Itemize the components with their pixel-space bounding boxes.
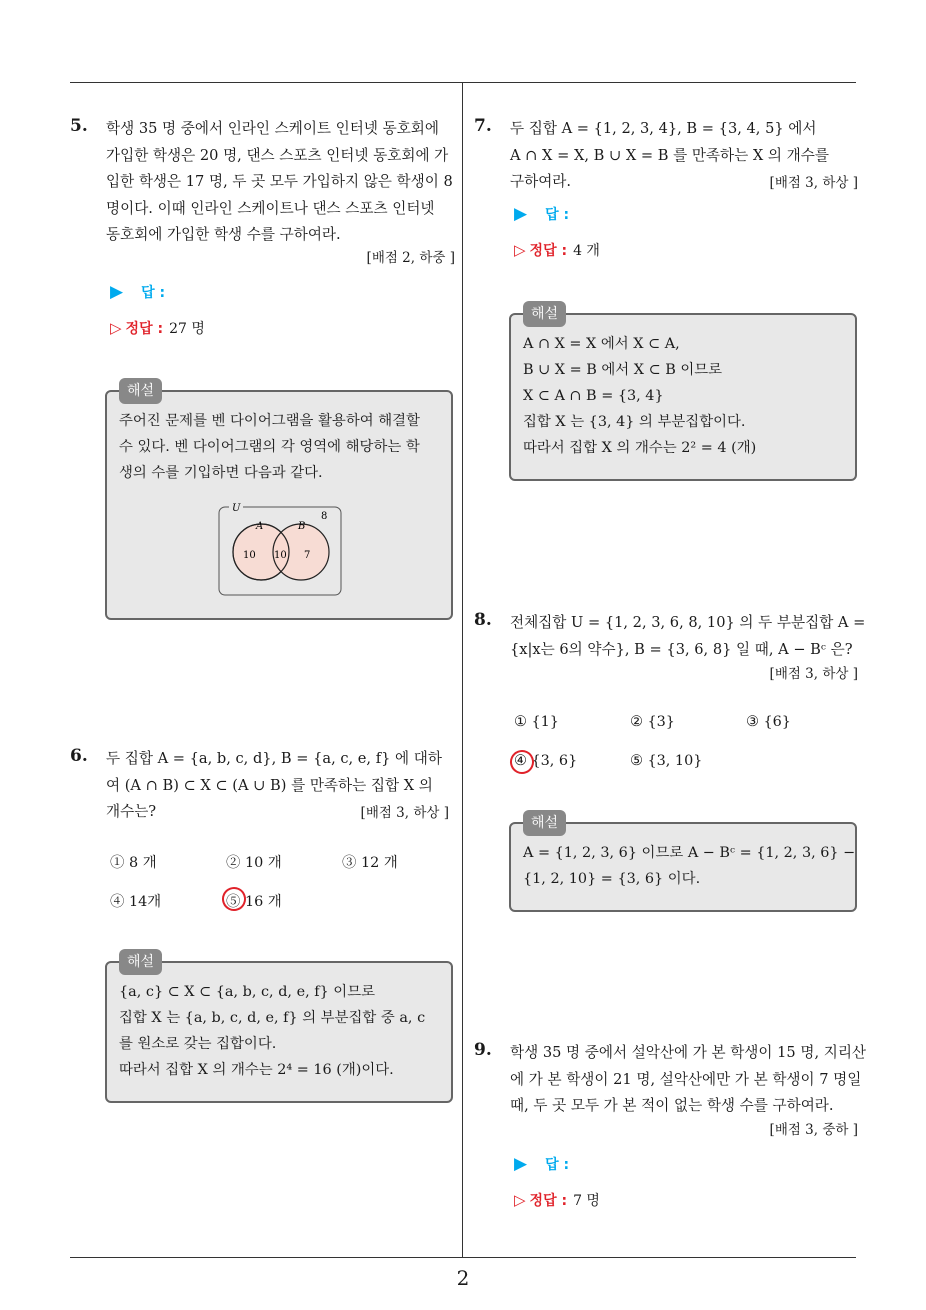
page-number: 2	[456, 1266, 470, 1290]
choice-4[interactable]: ④ 14개	[110, 894, 162, 910]
key-value: 7 명	[573, 1193, 600, 1209]
text-line: 전체집합 U = {1, 2, 3, 6, 8, 10} 의 두 부분집합 A =	[510, 614, 866, 631]
selected-answer-mark	[507, 747, 538, 778]
text-line: {1, 2, 10} = {3, 6} 이다.	[523, 871, 701, 887]
score-label: [배점 3, 중하 ]	[769, 1122, 858, 1138]
answer-line	[514, 1154, 569, 1174]
key-value: 4 개	[573, 243, 600, 259]
outside-count: 8	[321, 511, 328, 522]
problem-number: 7.	[474, 116, 492, 136]
text-line: 집합 X 는 {3, 4} 의 부분집합이다.	[523, 414, 746, 430]
answer-label: 답 :	[545, 207, 570, 223]
problem-text	[510, 610, 866, 663]
text-line: 여 (A ∩ B) ⊂ X ⊂ (A ∪ B) 를 만족하는 집합 X 의	[106, 776, 433, 794]
column-divider	[462, 83, 463, 1257]
text-line: 동호회에 가입한 학생 수를 구하여라.	[106, 226, 341, 243]
text-line: 따라서 집합 X 의 개수는 2⁴ = 16 (개)이다.	[119, 1062, 394, 1078]
text-line: 입한 학생은 17 명, 두 곳 모두 가입하지 않은 학생이 8	[106, 173, 453, 190]
choice-2[interactable]: ② 10 개	[226, 855, 282, 871]
choice-1[interactable]: ① {1}	[514, 714, 559, 730]
problem-number: 5.	[70, 116, 88, 136]
outline-triangle-icon: ▷	[514, 1191, 526, 1209]
score-label: [배점 2, 하중 ]	[366, 250, 455, 266]
outline-triangle-icon: ▷	[514, 241, 526, 259]
solution-text	[119, 979, 425, 1083]
text-line: A ∩ X = X 에서 X ⊂ A,	[523, 336, 680, 352]
choice-3[interactable]: ③ {6}	[746, 714, 791, 730]
problem-6	[70, 746, 455, 1106]
problem-number: 8.	[474, 610, 492, 630]
key-line	[514, 1190, 600, 1210]
choice-3[interactable]: ③ 12 개	[342, 855, 398, 871]
problem-number: 9.	[474, 1040, 492, 1060]
text-line: 두 집합 A = {a, b, c, d}, B = {a, c, e, f} 에 대하	[106, 750, 442, 767]
solution-box	[509, 306, 857, 481]
bottom-rule	[70, 1257, 856, 1258]
text-line: 학생 35 명 중에서 설악산에 가 본 학생이 15 명, 지리산	[510, 1044, 867, 1061]
text-line: {a, c} ⊂ X ⊂ {a, b, c, d, e, f} 이므로	[119, 984, 375, 1000]
problem-8	[474, 610, 866, 915]
solution-box	[509, 815, 857, 912]
answer-line	[514, 204, 569, 224]
text-line: 를 원소로 갖는 집합이다.	[119, 1036, 277, 1052]
text-line: 개수는?	[106, 803, 157, 820]
text-line: X ⊂ A ∩ B = {3, 4}	[523, 388, 664, 404]
only-b-count: 7	[304, 550, 311, 561]
score-label: [배점 3, 하상 ]	[769, 666, 858, 682]
text-line: 명이다. 이때 인라인 스케이트나 댄스 스포츠 인터넷	[106, 199, 435, 217]
text-line: 집합 X 는 {a, b, c, d, e, f} 의 부분집합 중 a, c	[119, 1010, 426, 1026]
universe-label: U	[232, 503, 241, 514]
problem-7	[474, 116, 858, 486]
problem-9	[474, 1040, 867, 1215]
choice-5[interactable]: ⑤ {3, 10}	[630, 753, 703, 769]
solution-tab: 해설	[523, 301, 566, 327]
answer-line	[110, 282, 165, 302]
text-line: 생의 수를 기입하면 다음과 같다.	[119, 465, 323, 481]
problem-number: 6.	[70, 746, 88, 766]
answer-label: 답 :	[545, 1157, 570, 1173]
score-label: [배점 3, 하상 ]	[360, 805, 449, 821]
text-line: 따라서 집합 X 의 개수는 2² = 4 (개)	[523, 440, 757, 456]
solution-box	[105, 383, 453, 620]
venn-diagram	[217, 502, 347, 598]
key-label: 정답 :	[529, 243, 568, 259]
solution-box	[105, 954, 453, 1103]
key-label: 정답 :	[125, 321, 164, 337]
solution-tab: 해설	[523, 810, 566, 836]
text-line: 수 있다. 벤 다이어그램의 각 영역에 해당하는 학	[119, 439, 420, 455]
solution-tab: 해설	[119, 378, 162, 404]
text-line: A ∩ X = X, B ∪ X = B 를 만족하는 X 의 개수를	[510, 146, 829, 164]
problem-text	[510, 1040, 867, 1120]
play-icon: ▶	[110, 282, 124, 302]
choice-2[interactable]: ② {3}	[630, 714, 675, 730]
answer-label: 답 :	[141, 285, 166, 301]
score-label: [배점 3, 하상 ]	[769, 175, 858, 191]
text-line: 구하여라.	[510, 173, 572, 190]
key-line	[110, 318, 205, 338]
problem-5	[70, 116, 455, 626]
outline-triangle-icon: ▷	[110, 319, 122, 337]
key-label: 정답 :	[529, 1193, 568, 1209]
problem-text	[106, 116, 454, 249]
text-line: 두 집합 A = {1, 2, 3, 4}, B = {3, 4, 5} 에서	[510, 120, 817, 137]
text-line: A = {1, 2, 3, 6} 이므로 A − Bᶜ = {1, 2, 3, 6} −	[523, 845, 856, 861]
play-icon: ▶	[514, 204, 528, 224]
text-line: 가입한 학생은 20 명, 댄스 스포츠 인터넷 동호회에 가	[106, 146, 449, 164]
choice-5[interactable]: ⑤ 16 개	[226, 894, 282, 910]
solution-text	[523, 331, 756, 461]
text-line: 때, 두 곳 모두 가 본 적이 없는 학생 수를 구하여라.	[510, 1097, 834, 1114]
solution-text	[523, 840, 855, 892]
play-icon: ▶	[514, 1154, 528, 1174]
solution-text	[119, 408, 420, 486]
set-b-label: B	[298, 521, 306, 532]
choice-4[interactable]: ④ {3, 6}	[514, 753, 578, 769]
text-line: 주어진 문제를 벤 다이어그램을 활용하여 해결할	[119, 413, 420, 429]
key-value: 27 명	[169, 321, 205, 337]
text-line: {x|x는 6의 약수}, B = {3, 6, 8} 일 때, A − Bᶜ 은?	[510, 640, 853, 658]
only-a-count: 10	[243, 550, 256, 561]
both-count: 10	[274, 550, 287, 561]
key-line	[514, 240, 600, 260]
choice-1[interactable]: ① 8 개	[110, 855, 157, 871]
text-line: 에 가 본 학생이 21 명, 설악산에만 가 본 학생이 7 명일	[510, 1070, 862, 1088]
text-line: 학생 35 명 중에서 인라인 스케이트 인터넷 동호회에	[106, 120, 439, 137]
text-line: B ∪ X = B 에서 X ⊂ B 이므로	[523, 362, 723, 378]
set-a-label: A	[256, 521, 264, 532]
solution-tab: 해설	[119, 949, 162, 975]
